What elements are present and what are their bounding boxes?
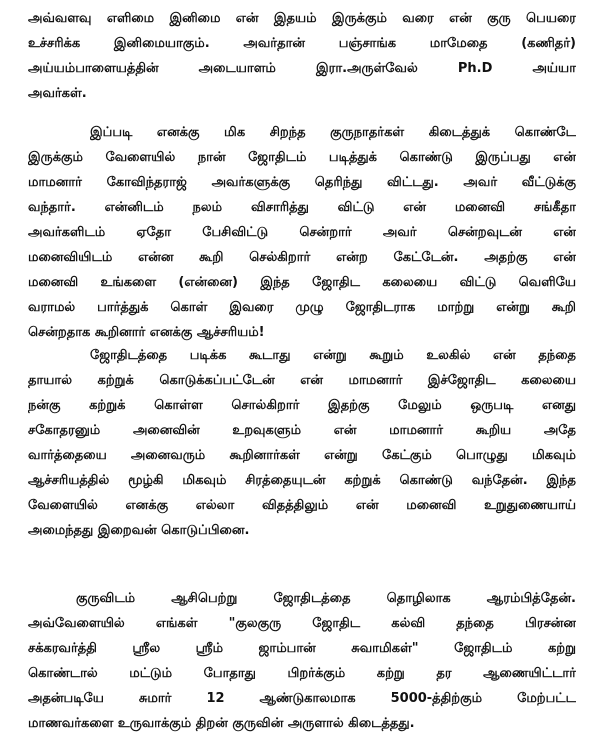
text-line: கொண்டால் மட்டும் போதாது பிறர்க்கும் கற்று தர ஆணையிட்டார் (28, 666, 576, 681)
text-line: மாமனார் கோவிந்தராஜ் அவர்களுக்கு தெரிந்து விட்டது. அவர் வீட்டுக்கு (28, 175, 576, 190)
text-line: அவர்கள். (28, 86, 87, 101)
text-line: சென்றதாக கூறினார் எனக்கு ஆச்சரியம்! (28, 325, 265, 340)
text-line: அதன்படியே சுமார் 12 ஆண்டுகாலமாக 5000-த்திற்கும் மேற்பட்ட (28, 691, 576, 706)
text-line: மாணவர்களை உருவாக்கும் திறன் குருவின் அருளால் கிடைத்தது. (28, 716, 415, 731)
text-line: அவ்வேளையில் எங்கள் "குலகுரு ஜோதிட கல்வி தந்தை பிரசன்ன (28, 616, 576, 631)
text-line: உச்சரிக்க இனிமையாகும். அவர்தான் பஞ்சாங்க மாமேதை (கணிதர்) (28, 36, 576, 51)
text-line: சக்கரவர்த்தி ஸ்ரீல ஸ்ரீம் ஜாம்பான் சுவாமிகள்" ஜோதிடம் கற்று (28, 641, 576, 656)
text-line: ஆச்சரியத்தில் மூழ்கி மிகவும் சிரத்தையுடன் கற்றுக் கொண்டு வந்தேன். இந்த (28, 473, 576, 488)
text-line: இருக்கும் வேளையில் நான் ஜோதிடம் படித்துக் கொண்டு இருப்பது என் (28, 150, 576, 165)
text-line: வராமல் பார்த்துக் கொள் இவரை முழு ஜோதிடராக மாற்று என்று கூறி (28, 300, 576, 315)
text-line: அமைந்தது இறைவன் கொடுப்பினை. (28, 523, 250, 538)
text-line: தாயால் கற்றுக் கொடுக்கப்பட்டேன் என் மாமனார் இச்ஜோதிட கலையை (28, 373, 576, 388)
text-line: அவ்வளவு எளிமை இனிமை என் இதயம் இருக்கும் வரை என் குரு பெயரை (28, 11, 576, 26)
text-line: ஜோதிடத்தை படிக்க கூடாது என்று கூறும் உலகில் என் தந்தை (90, 348, 576, 363)
text-line: அய்யம்பாளையத்தின் அடையாளம் இரா.அருள்வேல் Ph.D அய்யா (28, 61, 576, 76)
text-line: சகோதரனும் அனைவின் உறவுகளும் என் மாமனார் கூறிய அதே (28, 423, 576, 438)
text-line: மனைவி உங்களை (என்னை) இந்த ஜோதிட கலையை விட்டு வெளியே (28, 275, 576, 290)
text-line: நன்கு கற்றுக் கொள்ள சொல்கிறார் இதற்கு மேலும் ஒருபடி எனது (28, 398, 576, 413)
text-line: வந்தார். என்னிடம் நலம் விசாரித்து விட்டு என் மனைவி சங்கீதா (28, 200, 576, 215)
text-line: வேளையில் எனக்கு எல்லா விதத்திலும் என் மனைவி உறுதுணையாய் (28, 498, 576, 513)
text-line: அவர்களிடம் ஏதோ பேசிவிட்டு சென்றார் அவர் சென்றவுடன் என் (28, 225, 576, 240)
text-line: வார்த்தையை அனைவரும் கூறினார்கள் என்று கேட்கும் பொழுது மிகவும் (28, 448, 576, 463)
text-line: குருவிடம் ஆசிபெற்று ஜோதிடத்தை தொழிலாக ஆரம்பித்தேன். (76, 591, 576, 606)
text-line: இப்படி எனக்கு மிக சிறந்த குருநாதர்கள் கிடைத்துக் கொண்டே (90, 125, 576, 140)
text-line: மனைவியிடம் என்ன கூறி செல்கிறார் என்ற கேட்டேன். அதற்கு என் (28, 250, 576, 265)
